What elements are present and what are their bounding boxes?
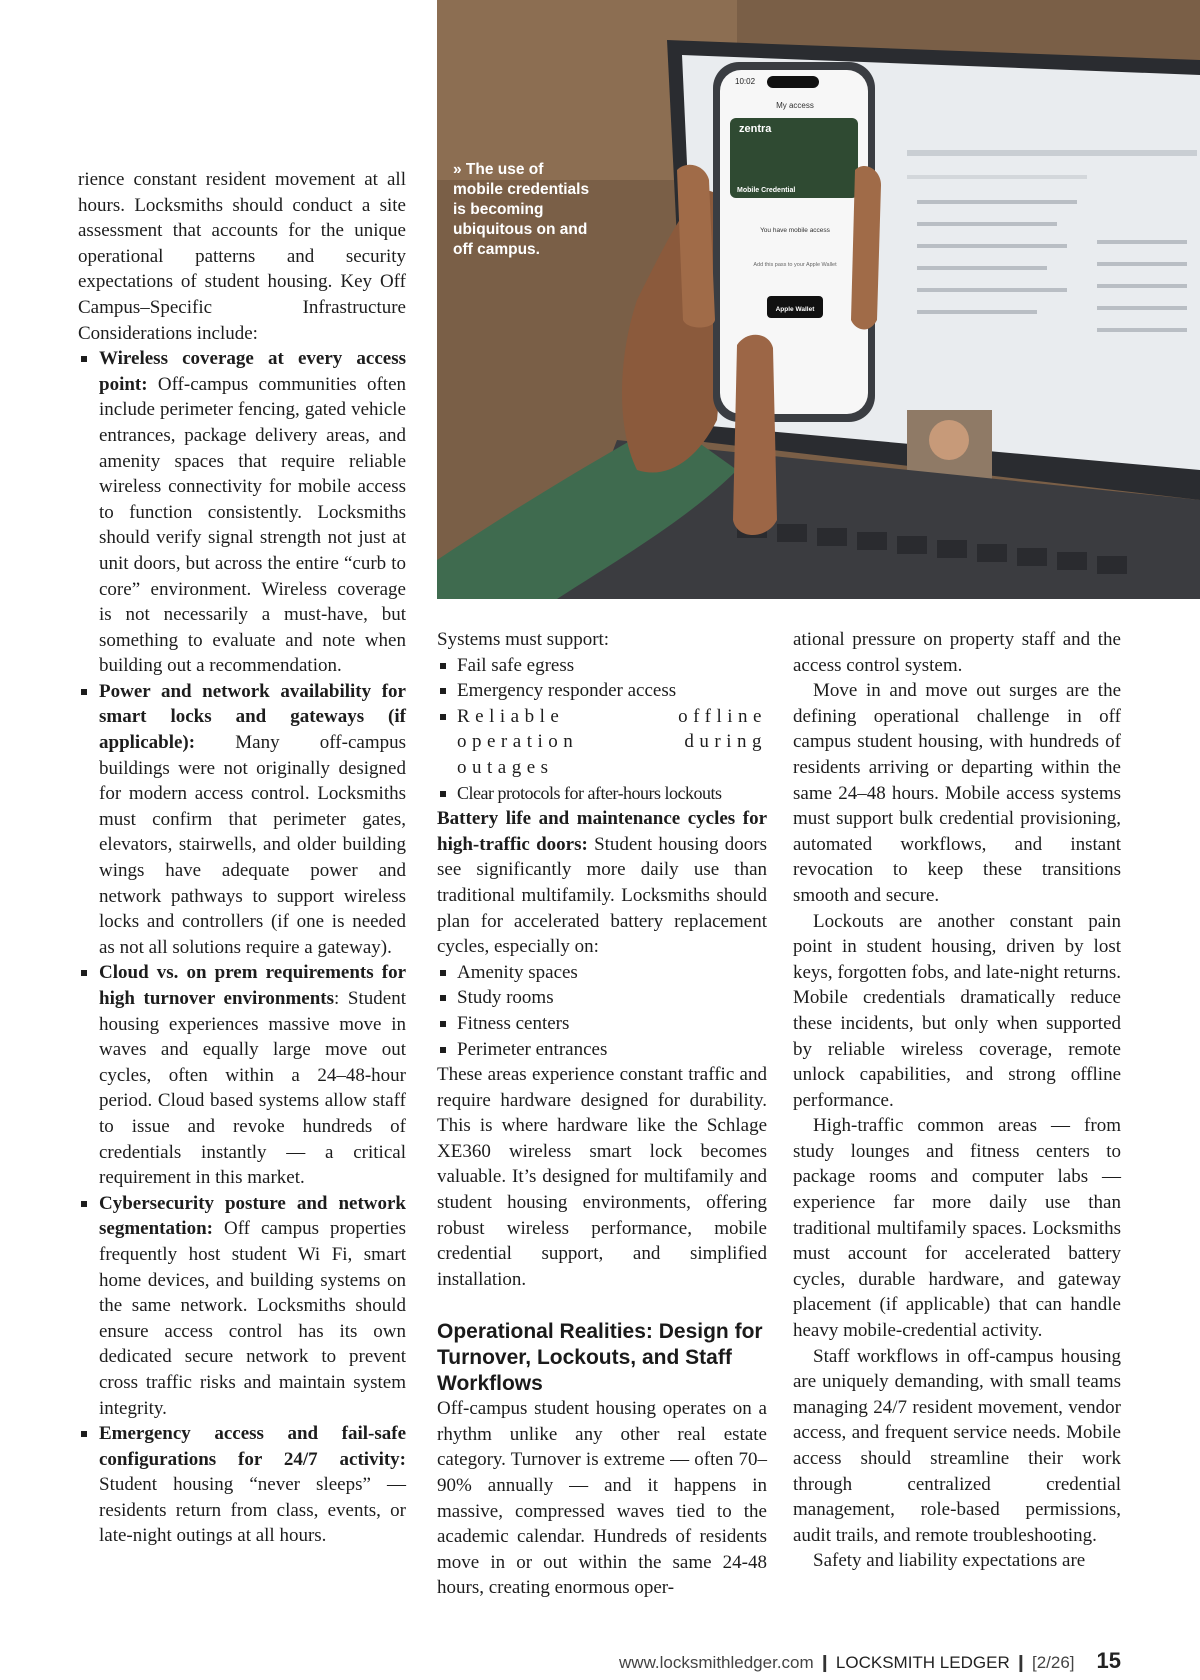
list-item: Fitness centers	[437, 1011, 767, 1037]
col3-paragraph: High-traffic common areas — from study lounges and fitness centers to package rooms and computer labs — experience far more daily use than traditional multifamily spaces. Locksmiths must account for accelerated battery cycles, durable hardware, and gateway placement (if applicable) that can handle heavy mobile-credential activity.	[793, 1115, 1121, 1342]
col3-paragraph: Lockouts are another constant pain point in student housing, driven by lost keys, forgotten fobs, and late-night returns. Mobile credentials dramatically reduce these incidents, but only when supported by reliable wireless coverage, remote unlock capabilities, and strong offline performance.	[793, 910, 1121, 1111]
battery-lead: Battery life and maintenance cycles for high-traffic doors:	[437, 808, 767, 855]
column-left	[78, 167, 406, 1549]
column-right	[793, 627, 1121, 1574]
phone-time: 10:02	[735, 77, 756, 86]
item-lead: Cybersecurity posture and network segmentation:	[99, 1192, 406, 1240]
footer-magazine: LOCKSMITH LEDGER	[835, 1653, 1010, 1672]
footer-separator: ❙	[1013, 1653, 1028, 1672]
section-subhead: Operational Realities: Design for Turnover, Lockouts, and Staff Workflows	[437, 1320, 763, 1395]
item-text: Student housing “never sleeps” — residents return from class, events, or late-night outings at all hours.	[99, 1474, 406, 1547]
column-middle	[437, 627, 767, 1601]
footer-url: www.locksmithledger.com	[619, 1653, 814, 1672]
systems-list	[437, 653, 767, 807]
infrastructure-list	[78, 346, 406, 1549]
list-item: Study rooms	[437, 985, 767, 1011]
list-item	[78, 679, 406, 961]
item-text: Off-campus communities often include perimeter fencing, gated vehicle entrances, package delivery areas, and amenity spaces that require reliable wireless connectivity for mobile access to function consistently. Locksmiths should verify signal strength not just at unit doors, but across the entire “curb to core” environment. Wireless coverage is not necessarily a must-have, but something to evaluate and note when building out a recommendation.	[99, 373, 406, 677]
list-item	[78, 1421, 406, 1549]
areas-paragraph: These areas experience constant traffic and require hardware designed for durability. This is where hardware like the Schlage XE360 wireless smart lock becomes valuable. It’s designed for multifamily and student housing environments, offering robust wireless performance, mobile credential support, and simplified installation.	[437, 1064, 767, 1290]
battery-text: Student housing doors see significantly more daily use than traditional multifamily. Locksmiths should plan for accelerated battery replacement cycles, especially on:	[437, 833, 767, 958]
list-item: Emergency responder access	[437, 678, 767, 704]
item-lead: Power and network availability for smart locks and gateways (if applicable):	[99, 680, 406, 754]
photo-caption: » The use of mobile credentials is becoming ubiquitous on and off campus.	[453, 161, 590, 258]
col3-paragraph: Safety and liability expectations are	[813, 1550, 1086, 1572]
page-number: 15	[1096, 1648, 1121, 1673]
systems-intro: Systems must support:	[437, 629, 610, 650]
footer-issue: [2/26]	[1031, 1653, 1075, 1672]
col3-paragraph: Staff workflows in off-campus housing are uniquely demanding, with small teams managing 24/7 resident movement, vendor access, and frequent service needs. Mobile access should streamline their work through centralized credential management, role-based permissions, audit trails, and remote troubleshooting.	[793, 1345, 1121, 1546]
col1-intro: rience constant resident movement at all hours. Locksmiths should conduct a site assessment that accounts for the unique operational patterns and security expectations of student housing. Key Off Campus–Specific Infrastructure Considerations include:	[78, 169, 406, 344]
operations-paragraph: Off-campus student housing operates on a rhythm unlike any other real estate category. Turnover is extreme — often 70–90% annually — and it happens in massive, compressed waves tied to the academic calendar. Hundreds of residents move in or out within the same 24-48 hours, creating enormous oper-	[437, 1398, 767, 1599]
list-item	[78, 960, 406, 1190]
photo-illustration	[437, 0, 1200, 599]
page-footer	[0, 1648, 1121, 1674]
list-item	[78, 346, 406, 679]
phone-instructions: Add this pass to your Apple Wallet	[753, 262, 837, 268]
col3-paragraph: ational pressure on property staff and the access control system.	[793, 629, 1121, 676]
list-item: Amenity spaces	[437, 960, 767, 986]
phone-wallet-button: Apple Wallet	[775, 306, 815, 313]
list-item: Perimeter entrances	[437, 1037, 767, 1063]
battery-list	[437, 960, 767, 1062]
list-item: Reliable offline operation during outages	[437, 704, 767, 781]
phone-brand: zentra	[739, 123, 772, 135]
battery-paragraph	[437, 806, 767, 960]
list-item: Clear protocols for after-hours lockouts	[437, 781, 767, 807]
item-lead: Emergency access and fail-safe configurations for 24/7 activity:	[99, 1423, 406, 1470]
item-text: Many off-campus buildings were not originally designed for modern access control. Locksmiths must confirm that perimeter gates, elevators, stairwells, and older building wings have adequate power and network pathways to support wireless locks and controllers (if one is needed as not all solutions require a gateway).	[99, 732, 406, 958]
item-lead: Wireless coverage at every access point:	[99, 348, 406, 395]
item-text: : Student housing experiences massive move in waves and equally large move out cycles, often within a 24–48-hour period. Cloud based systems allow staff to issue and revoke hundreds of credentials instantly — a critical requirement in this market.	[99, 988, 406, 1189]
list-item: Fail safe egress	[437, 653, 767, 679]
item-text: Off campus properties frequently host student Wi Fi, smart home devices, and building systems on the same network. Locksmiths should ensure access control has its own dedicated secure network to prevent cross traffic risks and maintain system integrity.	[99, 1218, 406, 1419]
footer-separator: ❙	[817, 1653, 832, 1672]
feature-photo	[437, 0, 1200, 599]
item-lead: Cloud vs. on prem requirements for high turnover environments	[99, 962, 406, 1009]
phone-header: My access	[776, 101, 814, 110]
list-item	[78, 1191, 406, 1421]
col3-paragraph: Move in and move out surges are the defining operational challenge in off campus student housing, with hundreds of residents arriving or departing within the same 24–48 hours. Mobile access systems must support bulk credential provisioning, automated workflows, and instant revocation to keep these transitions smooth and secure.	[793, 680, 1121, 906]
phone-card-label: Mobile Credential	[737, 187, 796, 194]
phone-message: You have mobile access	[760, 227, 830, 234]
